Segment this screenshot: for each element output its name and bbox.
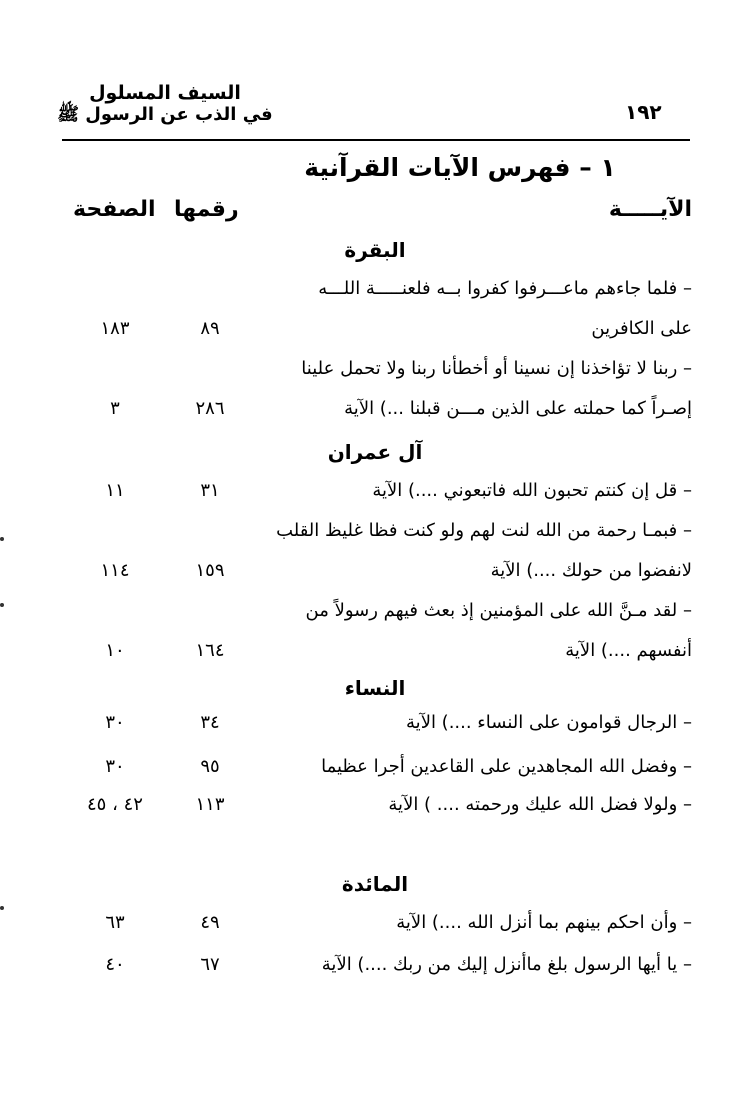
verse-text: – فلما جاءهم ماعـــرفوا كفروا بــه فلعنـــــة اللـــه [318,278,692,299]
index-row [0,278,750,318]
verse-number: ٣٤ [200,712,220,733]
page-ref: ١١٤ [100,560,130,581]
surah-heading-imran: آل عمران [327,440,423,464]
running-header-title [50,82,280,126]
verse-text: – قل إن كنتم تحبون الله فاتبعوني ....) الآية [372,480,692,501]
page-ref: ٣٠ [105,756,125,777]
surah-heading-baqara: البقرة [344,238,406,262]
page-ref: ٦٣ [105,912,125,933]
verse-number: ٣١ [200,480,220,501]
verse-number: ٨٩ [200,318,220,339]
page-ref: ٤٢ ، ٤٥ [87,794,143,815]
verse-text: – وفضل الله المجاهدين على القاعدين أجرا عظيما [321,756,692,777]
verse-text: – يا أيها الرسول بلغ ماأنزل إليك من ربك ....) الآية [321,954,692,975]
index-row [0,600,750,640]
book-title-line1: السيف المسلول [89,82,241,104]
index-title: ١ – فهرس الآيات القرآنية [304,153,616,182]
index-row [0,912,750,952]
index-row [0,794,750,834]
verse-number: ٢٨٦ [195,398,225,419]
index-row [0,398,750,438]
index-row [0,358,750,398]
verse-text: على الكافرين [591,318,692,339]
verse-number: ٩٥ [200,756,220,777]
page-ref: ١٠ [105,640,125,661]
page-number: ١٩٢ [625,100,662,124]
column-header-page: الصفحة [73,197,156,222]
verse-text: – لقد مـنَّ الله على المؤمنين إذ بعث فيهم رسولاً من [305,600,692,621]
verse-number: ١٥٩ [195,560,225,581]
scan-speck [0,603,4,607]
index-row [0,640,750,680]
verse-text: – ربنا لا تؤاخذنا إن نسينا أو أخطأنا ربنا ولا تحمل علينا [301,358,692,379]
index-row [0,520,750,560]
page-ref: ٣ [110,398,120,419]
page-ref: ١١ [105,480,125,501]
verse-number: ٦٧ [200,954,220,975]
index-row [0,756,750,796]
page-ref: ٣٠ [105,712,125,733]
page-ref: ٤٠ [105,954,125,975]
verse-text: – الرجال قوامون على النساء ....) الآية [406,712,692,733]
column-header-verse: الآيـــــة [608,197,692,222]
surah-heading-nisa: النساء [344,676,406,700]
index-row [0,318,750,358]
verse-text: أنفسهم ....) الآية [565,640,692,661]
scan-speck [0,906,4,910]
verse-text: – وأن احكم بينهم بما أنزل الله ....) الآية [396,912,692,933]
index-row [0,954,750,994]
index-row [0,560,750,600]
verse-text: – فبمـا رحمة من الله لنت لهم ولو كنت فظا غليظ القلب [276,520,692,541]
index-row [0,480,750,520]
verse-number: ١٦٤ [195,640,225,661]
verse-text: إصـراً كما حملته على الذين مـــن قبلنا ...) الآية [344,398,692,419]
column-header-number: رقمها [174,197,239,222]
header-divider [62,139,690,141]
scan-speck [0,537,4,541]
index-row [0,712,750,752]
book-title-line2: في الذب عن الرسول ﷺ [57,104,273,125]
verse-text: – ولولا فضل الله عليك ورحمته .... ) الآية [388,794,692,815]
verse-number: ١١٣ [195,794,225,815]
page-ref: ١٨٣ [100,318,130,339]
surah-heading-maida: المائدة [341,872,409,896]
verse-number: ٤٩ [200,912,220,933]
verse-text: لانفضوا من حولك ....) الآية [490,560,692,581]
